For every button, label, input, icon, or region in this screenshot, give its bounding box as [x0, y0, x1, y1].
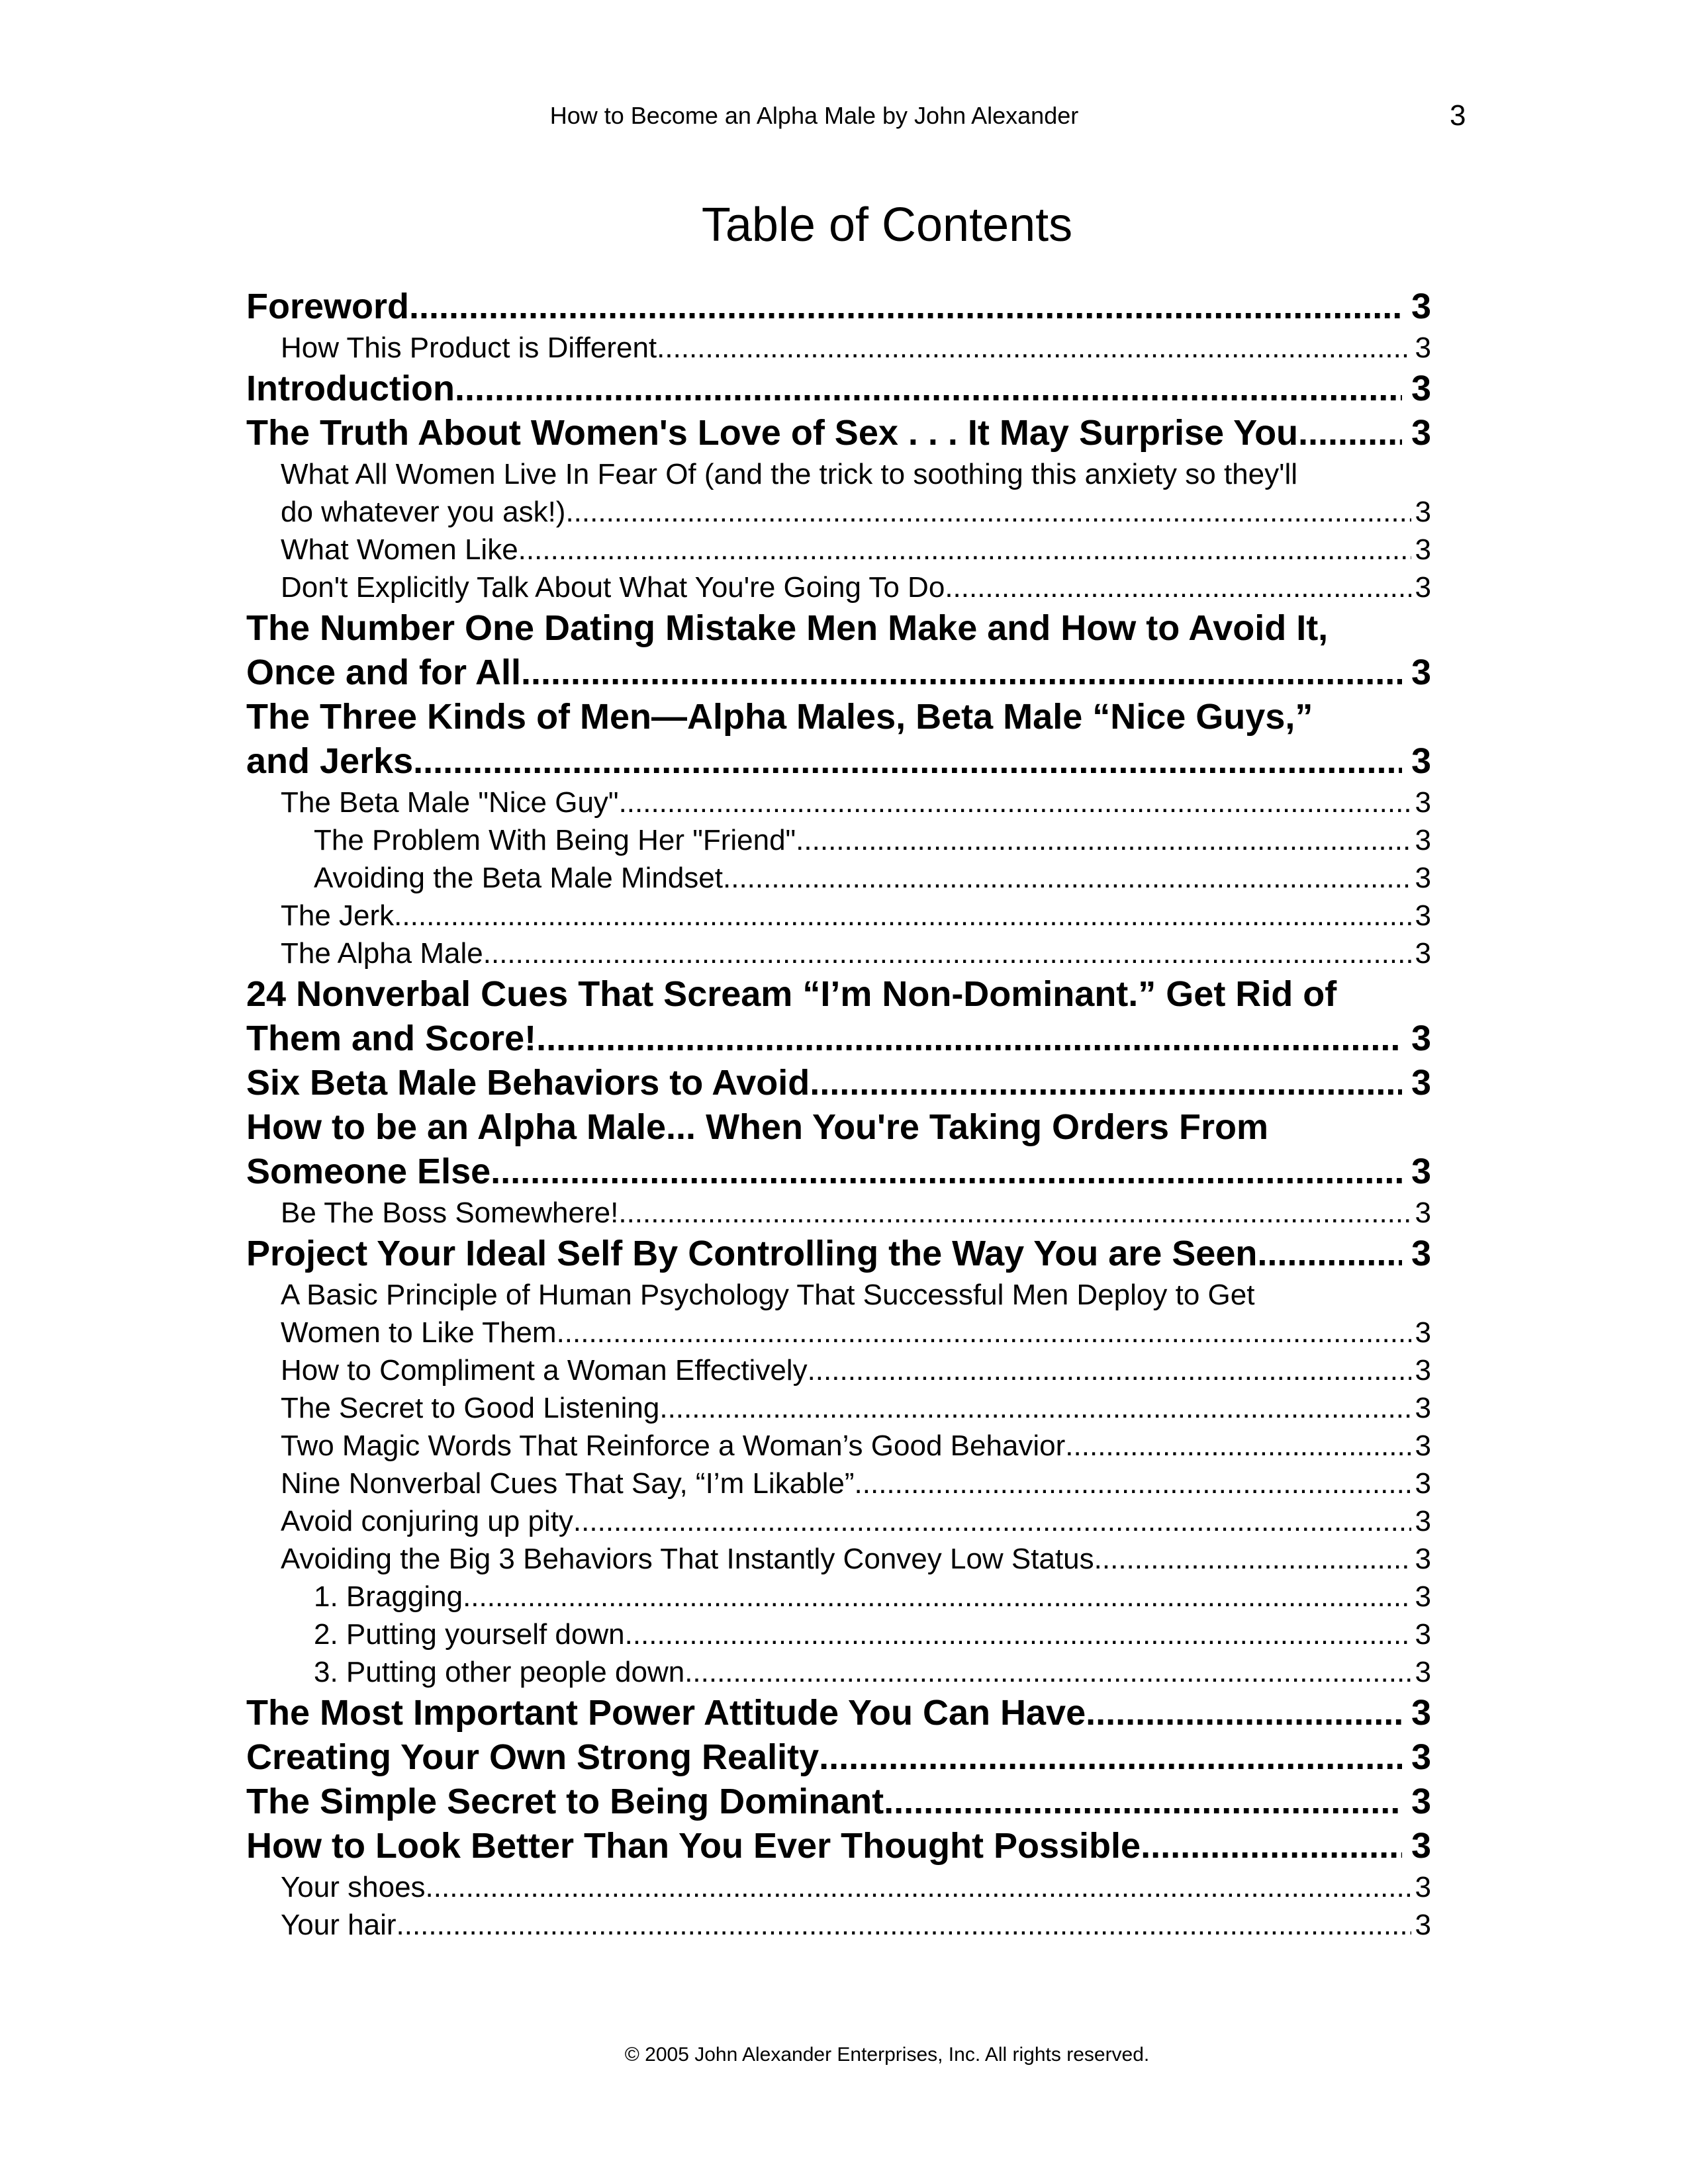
toc-entry-title: Avoiding the Beta Male Mindset [314, 862, 723, 894]
toc-entry-page-number: 3 [1411, 741, 1431, 781]
toc-entry[interactable] [246, 285, 1431, 329]
dot-leader [573, 1502, 1411, 1540]
toc-entry-title-line: The Three Kinds of Men—Alpha Males, Beta Male “Nice Guys,” [246, 697, 1313, 737]
toc-entry-page-number: 3 [1411, 1234, 1431, 1273]
toc-entry-title: Once and for All [246, 653, 522, 692]
toc-entry-page-number: 3 [1415, 1392, 1431, 1424]
toc-entry[interactable] [246, 1150, 1431, 1194]
toc-entry-title: Two Magic Words That Reinforce a Woman’s Good Behavior [281, 1430, 1066, 1462]
toc-entry-page-number: 3 [1411, 1063, 1431, 1103]
toc-entry-title: The Problem With Being Her "Friend" [314, 824, 796, 856]
toc-entry[interactable] [246, 651, 1431, 695]
toc-entry-title: Foreword [246, 287, 410, 326]
dot-leader [397, 1906, 1411, 1944]
dot-leader [1257, 1232, 1402, 1276]
dot-leader [619, 784, 1411, 821]
dot-leader [625, 1615, 1411, 1653]
toc-entry-title: The Most Important Power Attitude You Can Have [246, 1693, 1086, 1733]
toc-entry-page-number: 3 [1415, 496, 1431, 528]
toc-entry[interactable] [246, 1780, 1431, 1824]
dot-leader [1298, 411, 1402, 455]
toc-entry[interactable] [281, 531, 1431, 569]
toc-entry-title: How to Compliment a Woman Effectively [281, 1354, 808, 1387]
toc-entry-title: Your shoes [281, 1871, 426, 1903]
toc-entry-page-number: 3 [1415, 786, 1431, 819]
dot-leader [536, 1017, 1402, 1061]
toc-entry-page-number: 3 [1411, 1737, 1431, 1777]
toc-entry[interactable] [281, 1427, 1431, 1465]
dot-leader [394, 897, 1411, 934]
toc-entry-page-number: 3 [1411, 287, 1431, 326]
toc-entry-page-number: 3 [1411, 1826, 1431, 1866]
dot-leader [1141, 1824, 1402, 1868]
toc-entry[interactable] [281, 784, 1431, 821]
toc-entry-page-number: 3 [1415, 1543, 1431, 1575]
toc-entry-title-line: 24 Nonverbal Cues That Scream “I’m Non-Dominant.” Get Rid of [246, 974, 1337, 1014]
toc-entry-page-number: 3 [1415, 1197, 1431, 1229]
table-of-contents [246, 285, 1431, 1944]
toc-entry-page-number: 3 [1415, 1656, 1431, 1688]
toc-entry[interactable] [281, 1502, 1431, 1540]
toc-entry-title: The Simple Secret to Being Dominant [246, 1782, 884, 1821]
toc-entry-title: 2. Putting yourself down [314, 1618, 625, 1651]
toc-entry[interactable] [314, 1578, 1431, 1615]
toc-entry-page-number: 3 [1415, 1909, 1431, 1941]
dot-leader [565, 493, 1411, 531]
toc-entry[interactable] [246, 367, 1431, 411]
toc-entry-title: do whatever you ask!) [281, 496, 566, 528]
dot-leader [819, 1735, 1402, 1780]
dot-leader [1086, 1691, 1402, 1735]
toc-entry-title: The Alpha Male [281, 937, 483, 970]
dot-leader [810, 1061, 1402, 1105]
toc-entry-page-number: 3 [1415, 899, 1431, 932]
dot-leader [618, 1194, 1411, 1232]
dot-leader [521, 651, 1402, 695]
toc-entry[interactable] [281, 1540, 1431, 1578]
toc-entry-title: and Jerks [246, 741, 414, 781]
dot-leader [455, 367, 1402, 411]
copyright-footer: © 2005 John Alexander Enterprises, Inc. All rights reserved. [624, 2044, 1150, 2066]
toc-entry-title: Be The Boss Somewhere! [281, 1197, 619, 1229]
toc-entry-title: The Jerk [281, 899, 395, 932]
toc-entry-page-number: 3 [1415, 937, 1431, 970]
toc-entry[interactable] [246, 1824, 1431, 1868]
toc-entry-title: Someone Else. [246, 1152, 501, 1191]
dot-leader [518, 531, 1411, 569]
toc-entry-title: Project Your Ideal Self By Controlling the Way You are Seen [246, 1234, 1258, 1273]
dot-leader [808, 1351, 1411, 1389]
dot-leader [659, 1389, 1411, 1427]
toc-entry-title: Nine Nonverbal Cues That Say, “I’m Likable” [281, 1467, 855, 1500]
toc-entry-title-line: How to be an Alpha Male... When You're Taking Orders From [246, 1107, 1269, 1147]
toc-entry-title: 1. Bragging [314, 1580, 463, 1613]
toc-entry-page-number: 3 [1415, 332, 1431, 364]
dot-leader [1094, 1540, 1411, 1578]
toc-entry[interactable] [281, 1465, 1431, 1502]
toc-entry-title: Your hair [281, 1909, 397, 1941]
toc-entry[interactable] [246, 1061, 1431, 1105]
running-header-title: How to Become an Alpha Male by John Alexander [549, 102, 1079, 129]
toc-entry-title: How to Look Better Than You Ever Thought Possible [246, 1826, 1141, 1866]
dot-leader [855, 1465, 1411, 1502]
toc-entry-title: The Secret to Good Listening [281, 1392, 660, 1424]
toc-entry[interactable] [314, 1615, 1431, 1653]
toc-entry-page-number: 3 [1415, 1354, 1431, 1387]
toc-entry[interactable] [281, 1389, 1431, 1427]
toc-entry-title: Avoid conjuring up pity [281, 1505, 573, 1537]
toc-entry-title: Don't Explicitly Talk About What You're Going To Do [281, 571, 945, 604]
dot-leader [500, 1150, 1402, 1194]
toc-entry-page-number: 3 [1415, 533, 1431, 566]
toc-entry[interactable] [281, 1351, 1431, 1389]
toc-entry-title-line: What All Women Live In Fear Of (and the trick to soothing this anxiety so they'll [281, 458, 1298, 490]
toc-heading: Table of Contents [701, 199, 1073, 251]
toc-entry-page-number: 3 [1411, 1782, 1431, 1821]
toc-entry-title: Introduction [246, 369, 455, 408]
page-header [0, 99, 1688, 132]
toc-entry[interactable] [281, 493, 1431, 531]
toc-entry-title: Avoiding the Big 3 Behaviors That Instantly Convey Low Status [281, 1543, 1094, 1575]
dot-leader [884, 1780, 1402, 1824]
toc-entry[interactable] [281, 1868, 1431, 1906]
toc-entry[interactable] [246, 1691, 1431, 1735]
dot-leader [684, 1653, 1411, 1691]
toc-entry-title: Them and Score! [246, 1019, 537, 1058]
toc-entry[interactable] [246, 1232, 1431, 1276]
toc-entry-title-line: A Basic Principle of Human Psychology That Successful Men Deploy to Get [281, 1279, 1255, 1311]
dot-leader [483, 934, 1411, 972]
toc-entry-page-number: 3 [1415, 1618, 1431, 1651]
toc-entry-page-number: 3 [1415, 571, 1431, 604]
toc-entry[interactable] [281, 569, 1431, 606]
toc-entry-page-number: 3 [1415, 824, 1431, 856]
toc-entry-page-number: 3 [1411, 1019, 1431, 1058]
dot-leader [426, 1868, 1411, 1906]
toc-entry-page-number: 3 [1415, 1467, 1431, 1500]
dot-leader [409, 285, 1402, 329]
toc-entry-title-line: The Number One Dating Mistake Men Make and How to Avoid It, [246, 608, 1329, 648]
toc-entry[interactable] [281, 934, 1431, 972]
toc-entry-title: The Beta Male "Nice Guy" [281, 786, 619, 819]
dot-leader [463, 1578, 1411, 1615]
toc-entry-title: The Truth About Women's Love of Sex . . . It May Surprise You [246, 413, 1299, 453]
toc-entry-page-number: 3 [1415, 1316, 1431, 1349]
dot-leader [1065, 1427, 1411, 1465]
toc-entry-title: 3. Putting other people down [314, 1656, 685, 1688]
dot-leader [657, 329, 1411, 367]
dot-leader [413, 739, 1402, 784]
toc-entry[interactable] [246, 739, 1431, 784]
dot-leader [723, 859, 1411, 897]
toc-entry[interactable] [281, 1906, 1431, 1944]
toc-entry-page-number: 3 [1415, 1505, 1431, 1537]
toc-entry[interactable] [281, 329, 1431, 367]
toc-entry-title: Women to Like Them [281, 1316, 557, 1349]
toc-entry[interactable] [246, 411, 1431, 455]
toc-entry[interactable] [281, 1194, 1431, 1232]
toc-entry-page-number: 3 [1411, 369, 1431, 408]
toc-entry[interactable] [314, 859, 1431, 897]
toc-entry[interactable] [246, 1735, 1431, 1780]
toc-entry[interactable] [281, 1314, 1431, 1351]
toc-entry-title: Six Beta Male Behaviors to Avoid [246, 1063, 810, 1103]
toc-entry[interactable] [281, 897, 1431, 934]
toc-entry[interactable] [314, 1653, 1431, 1691]
dot-leader [796, 821, 1411, 859]
toc-entry-page-number: 3 [1415, 862, 1431, 894]
toc-entry-title: How This Product is Different [281, 332, 657, 364]
toc-entry-page-number: 3 [1415, 1871, 1431, 1903]
dot-leader [557, 1314, 1411, 1351]
toc-entry-page-number: 3 [1415, 1580, 1431, 1613]
toc-entry-page-number: 3 [1411, 1693, 1431, 1733]
toc-entry[interactable] [314, 821, 1431, 859]
toc-entry-page-number: 3 [1411, 653, 1431, 692]
toc-entry-page-number: 3 [1411, 1152, 1431, 1191]
page-number: 3 [1450, 99, 1466, 132]
toc-entry-title: Creating Your Own Strong Reality [246, 1737, 820, 1777]
toc-entry[interactable] [246, 1017, 1431, 1061]
toc-entry-title: What Women Like [281, 533, 518, 566]
toc-entry-page-number: 3 [1411, 413, 1431, 453]
toc-entry-page-number: 3 [1415, 1430, 1431, 1462]
dot-leader [945, 569, 1411, 606]
